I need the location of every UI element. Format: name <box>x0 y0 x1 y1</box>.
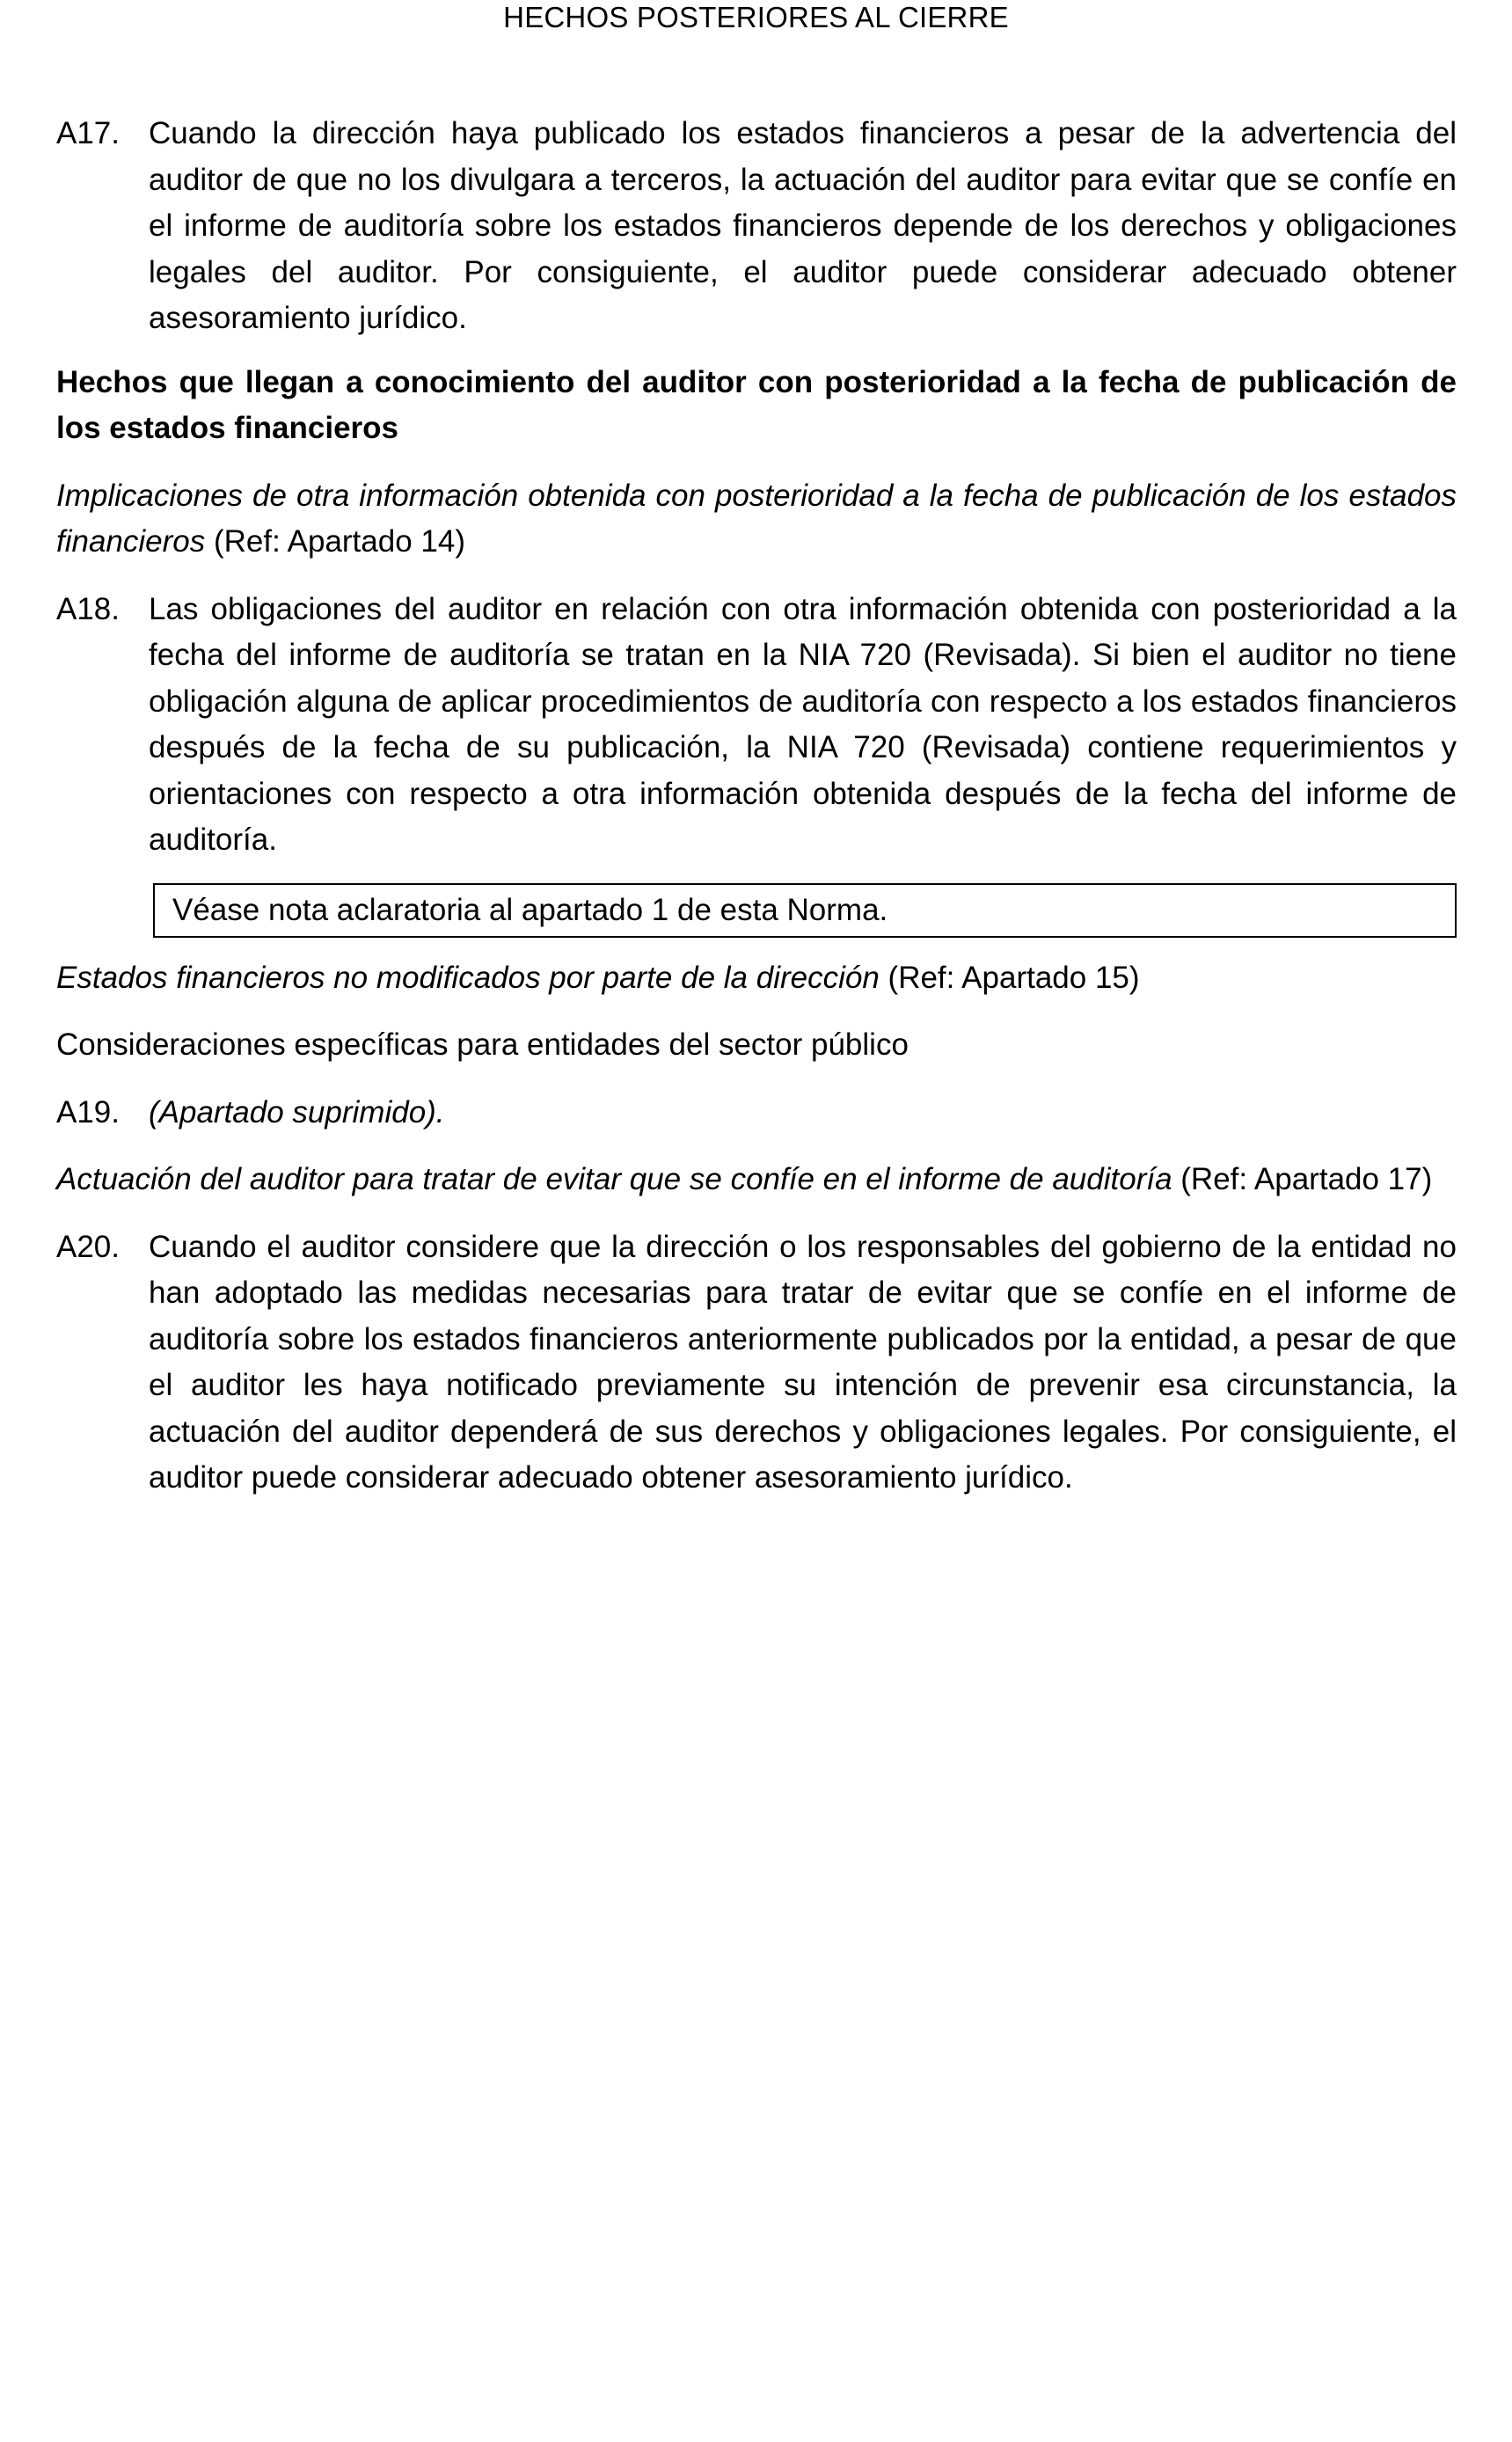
subsection-heading-ref: (Ref: Apartado 17) <box>1172 1162 1433 1196</box>
paragraph-text: Cuando la dirección haya publicado los estados financieros a pesar de la advertencia del auditor de que no los divulgara a terceros, la actuación del auditor para evitar que se confíe en el informe de auditoría sobre los estados financieros depende de los derechos y obligaciones legales del auditor. Por consiguiente, el auditor puede considerar adecuado obtener asesoramiento jurídico. <box>149 116 1457 335</box>
subsection-heading-title: Actuación del auditor para tratar de evitar que se confíe en el informe de auditoría <box>56 1162 1172 1196</box>
paragraph-number: A17. <box>56 116 120 150</box>
subsection-heading-implicaciones <box>56 473 1457 566</box>
paragraph-number: A20. <box>56 1229 120 1264</box>
clarification-note-text: Véase nota aclaratoria al apartado 1 de esta Norma. <box>172 892 888 927</box>
paragraph-text: (Apartado suprimido). <box>149 1094 445 1130</box>
paragraph-text: Cuando el auditor considere que la dirección o los responsables del gobierno de la entidad no han adoptado las medidas necesarias para tratar de evitar que se confíe en el informe de auditoría sobre los estados financieros anteriormente publicados por la entidad, a pesar de que el auditor les haya notificado previamente su intención de prevenir esa circunstancia, la actuación del auditor dependerá de sus derechos y obligaciones legales. Por consiguiente, el auditor puede considerar adecuado obtener asesoramiento jurídico. <box>149 1229 1457 1495</box>
clarification-note-box <box>153 883 1457 938</box>
paragraph-text: Las obligaciones del auditor en relación con otra información obtenida con posterioridad a la fecha del informe de auditoría se tratan en la NIA 720 (Revisada). Si bien el auditor no tiene obligación alguna de aplicar procedimientos de auditoría con respecto a los estados financieros después de la fecha de su publicación, la NIA 720 (Revisada) contiene requerimientos y orientaciones con respecto a otra información obtenida después de la fecha del informe de auditoría. <box>149 591 1457 857</box>
subsection-heading-actuacion <box>56 1157 1457 1203</box>
subsection-heading-title: Implicaciones de otra información obtenida con posterioridad a la fecha de publicación de los estados financieros <box>56 478 1457 559</box>
subsection-heading-title: Estados financieros no modificados por parte de la dirección <box>56 960 880 995</box>
subsection-heading-ref: (Ref: Apartado 15) <box>879 960 1140 995</box>
paragraph-a19 <box>56 1090 1457 1137</box>
paragraph-a17 <box>56 111 1457 342</box>
paragraph-number: A19. <box>56 1094 120 1130</box>
paragraph-number: A18. <box>56 591 120 626</box>
subsection-heading-ref: (Ref: Apartado 14) <box>205 524 465 559</box>
document-body <box>56 111 1457 1502</box>
subsection-heading-sector-publico: Consideraciones específicas para entidades del sector público <box>56 1027 909 1062</box>
paragraph-a18 <box>56 587 1457 864</box>
subsection-heading-estados <box>56 955 1457 1002</box>
section-heading: Hechos que llegan a conocimiento del auditor con posterioridad a la fecha de publicación de los estados financieros <box>56 364 1457 445</box>
running-header: HECHOS POSTERIORES AL CIERRE <box>503 1 1009 33</box>
paragraph-a20 <box>56 1225 1457 1502</box>
